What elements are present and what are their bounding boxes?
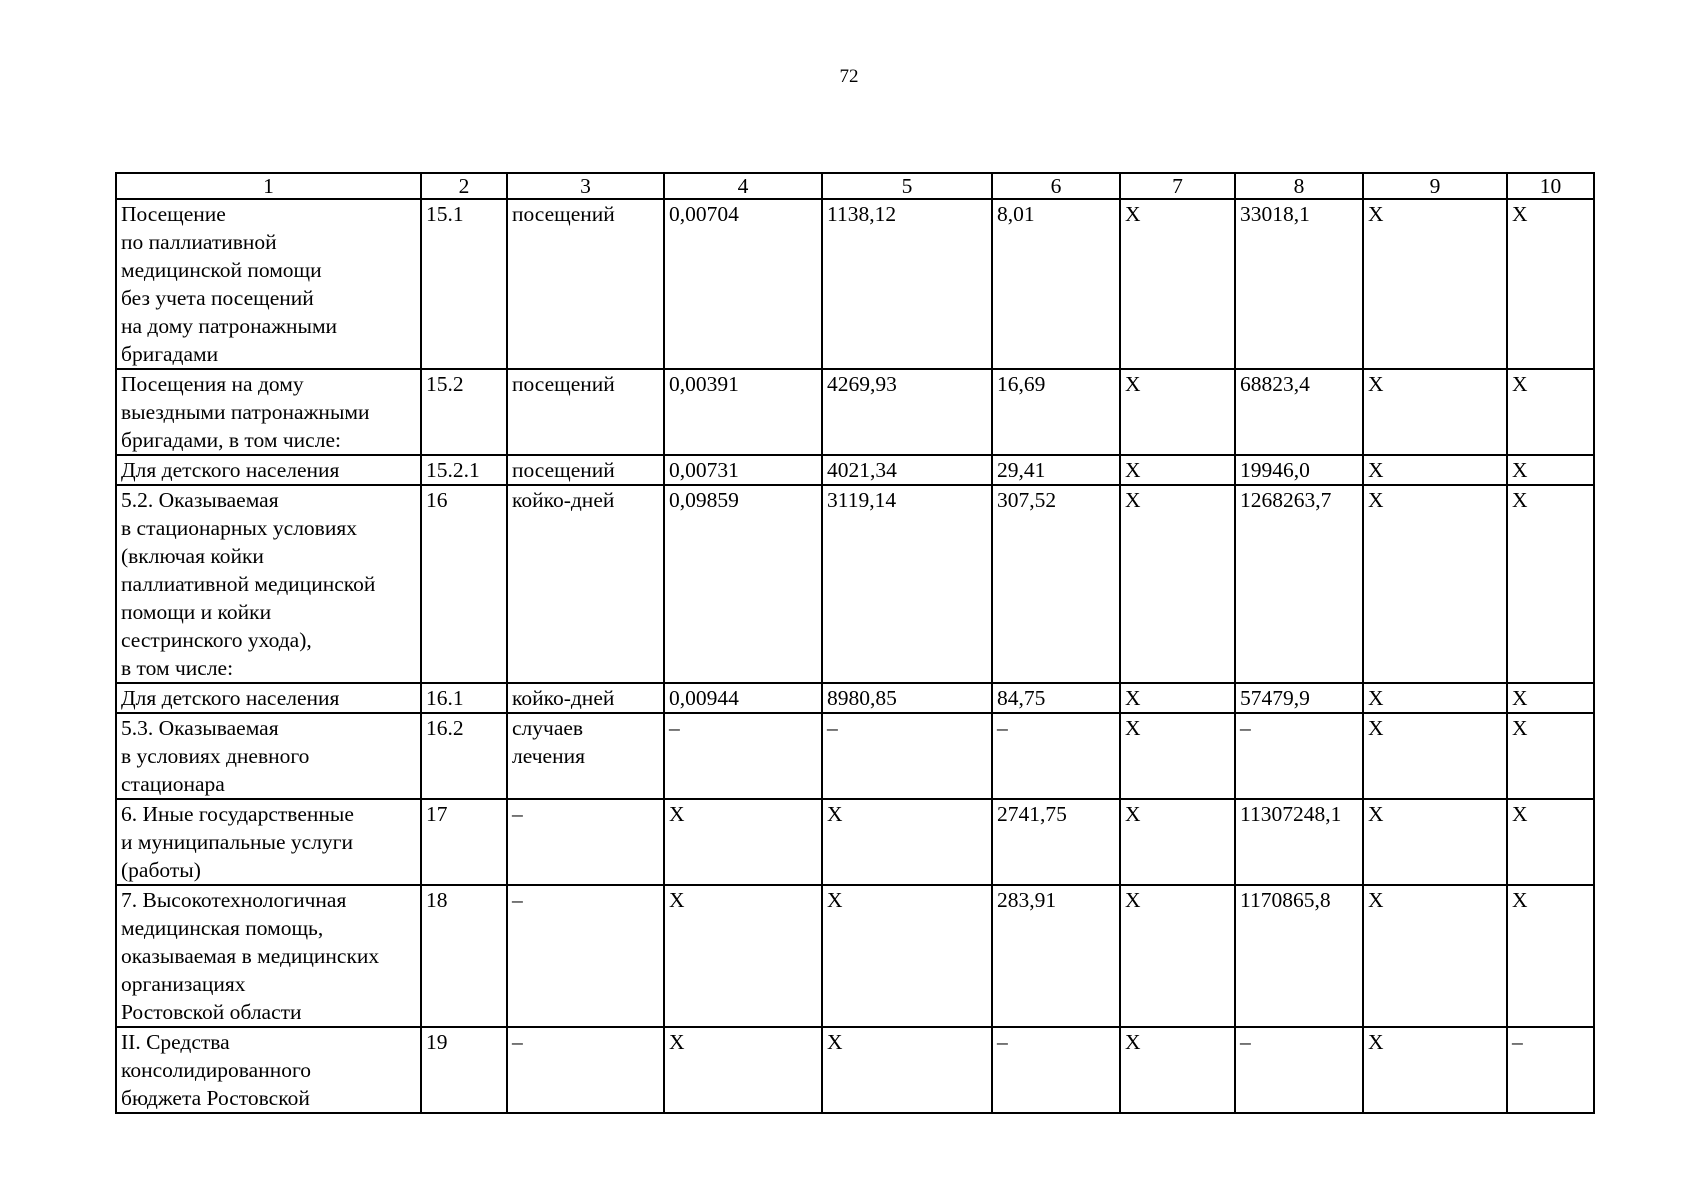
table-row bbox=[116, 713, 1594, 799]
table-cell: 11307248,1 bbox=[1235, 799, 1363, 885]
table-cell: 8,01 bbox=[992, 199, 1120, 369]
table-cell: 68823,4 bbox=[1235, 369, 1363, 455]
table-cell: X bbox=[1363, 885, 1507, 1027]
table-row bbox=[116, 885, 1594, 1027]
table-cell: случаев лечения bbox=[507, 713, 664, 799]
row-label: II. Средства консолидированного бюджета Ростовской bbox=[116, 1027, 421, 1113]
column-header: 6 bbox=[992, 173, 1120, 199]
table-cell: X bbox=[1507, 455, 1594, 485]
column-header: 2 bbox=[421, 173, 507, 199]
table-row bbox=[116, 799, 1594, 885]
table-cell: 1268263,7 bbox=[1235, 485, 1363, 683]
table-cell: 1170865,8 bbox=[1235, 885, 1363, 1027]
table-cell: X bbox=[1120, 713, 1235, 799]
table-cell: 33018,1 bbox=[1235, 199, 1363, 369]
header-row bbox=[116, 173, 1594, 199]
table-cell: посещений bbox=[507, 369, 664, 455]
table-cell: койко-дней bbox=[507, 683, 664, 713]
table-cell: X bbox=[1120, 369, 1235, 455]
table-cell: 0,00391 bbox=[664, 369, 822, 455]
table-cell: 2741,75 bbox=[992, 799, 1120, 885]
table-cell: 8980,85 bbox=[822, 683, 992, 713]
table-cell: X bbox=[664, 1027, 822, 1113]
table-cell: X bbox=[1120, 885, 1235, 1027]
table-cell: X bbox=[1120, 455, 1235, 485]
row-label: 6. Иные государственные и муниципальные услуги (работы) bbox=[116, 799, 421, 885]
table-cell: койко-дней bbox=[507, 485, 664, 683]
table-cell: – bbox=[1235, 1027, 1363, 1113]
table-cell: X bbox=[664, 799, 822, 885]
table-cell: посещений bbox=[507, 199, 664, 369]
page-number: 72 bbox=[839, 66, 859, 87]
table-cell: 0,00704 bbox=[664, 199, 822, 369]
table-cell: X bbox=[1120, 683, 1235, 713]
table-cell: X bbox=[822, 799, 992, 885]
table-cell: X bbox=[1363, 1027, 1507, 1113]
table-cell: 0,00944 bbox=[664, 683, 822, 713]
table-cell: 1138,12 bbox=[822, 199, 992, 369]
table-cell: 3119,14 bbox=[822, 485, 992, 683]
table-row bbox=[116, 455, 1594, 485]
table-cell: 19 bbox=[421, 1027, 507, 1113]
table-cell: X bbox=[1120, 1027, 1235, 1113]
table-cell: 307,52 bbox=[992, 485, 1120, 683]
table-cell: – bbox=[507, 799, 664, 885]
table-cell: – bbox=[507, 1027, 664, 1113]
table-cell: X bbox=[1507, 885, 1594, 1027]
table-cell: 29,41 bbox=[992, 455, 1120, 485]
column-header: 4 bbox=[664, 173, 822, 199]
data-table bbox=[115, 172, 1595, 1114]
table-cell: 15.1 bbox=[421, 199, 507, 369]
table-cell: – bbox=[822, 713, 992, 799]
table-cell: 15.2.1 bbox=[421, 455, 507, 485]
table-cell: 19946,0 bbox=[1235, 455, 1363, 485]
table-cell: 0,09859 bbox=[664, 485, 822, 683]
table-cell: X bbox=[1507, 369, 1594, 455]
table-cell: – bbox=[1507, 1027, 1594, 1113]
table-cell: X bbox=[822, 885, 992, 1027]
table-cell: 18 bbox=[421, 885, 507, 1027]
table-cell: 57479,9 bbox=[1235, 683, 1363, 713]
table-cell: 4269,93 bbox=[822, 369, 992, 455]
row-label: 7. Высокотехнологичная медицинская помощь, оказываемая в медицинских организациях Ростовской области bbox=[116, 885, 421, 1027]
table-row bbox=[116, 1027, 1594, 1113]
table-row bbox=[116, 683, 1594, 713]
table-cell: X bbox=[1507, 199, 1594, 369]
table-cell: 17 bbox=[421, 799, 507, 885]
table-cell: X bbox=[1507, 683, 1594, 713]
table-cell: X bbox=[1120, 199, 1235, 369]
table-cell: X bbox=[664, 885, 822, 1027]
table-row bbox=[116, 369, 1594, 455]
column-header: 10 bbox=[1507, 173, 1594, 199]
table-row bbox=[116, 199, 1594, 369]
table-cell: – bbox=[992, 713, 1120, 799]
table-cell: X bbox=[1507, 713, 1594, 799]
row-label: Для детского населения bbox=[116, 455, 421, 485]
table-cell: X bbox=[1507, 799, 1594, 885]
row-label: 5.3. Оказываемая в условиях дневного стационара bbox=[116, 713, 421, 799]
column-header: 8 bbox=[1235, 173, 1363, 199]
column-header: 1 bbox=[116, 173, 421, 199]
table-cell: X bbox=[1363, 455, 1507, 485]
column-header: 5 bbox=[822, 173, 992, 199]
table-cell: 0,00731 bbox=[664, 455, 822, 485]
table-cell: 16,69 bbox=[992, 369, 1120, 455]
table-cell: X bbox=[1120, 485, 1235, 683]
table-cell: 15.2 bbox=[421, 369, 507, 455]
table-cell: 84,75 bbox=[992, 683, 1120, 713]
column-header: 9 bbox=[1363, 173, 1507, 199]
table-cell: X bbox=[1363, 713, 1507, 799]
table-cell: X bbox=[822, 1027, 992, 1113]
table-cell: X bbox=[1363, 369, 1507, 455]
table-cell: X bbox=[1120, 799, 1235, 885]
table-cell: 4021,34 bbox=[822, 455, 992, 485]
column-header: 7 bbox=[1120, 173, 1235, 199]
table-cell: – bbox=[1235, 713, 1363, 799]
column-header: 3 bbox=[507, 173, 664, 199]
row-label: Посещение по паллиативной медицинской помощи без учета посещений на дому патронажными бригадами bbox=[116, 199, 421, 369]
table-cell: 16.2 bbox=[421, 713, 507, 799]
row-label: Для детского населения bbox=[116, 683, 421, 713]
table-cell: посещений bbox=[507, 455, 664, 485]
table-cell: X bbox=[1507, 485, 1594, 683]
row-label: 5.2. Оказываемая в стационарных условиях (включая койки паллиативной медицинской помощи и койки сестринского ухода), в том числе: bbox=[116, 485, 421, 683]
table-cell: X bbox=[1363, 683, 1507, 713]
table-cell: – bbox=[507, 885, 664, 1027]
table-cell: X bbox=[1363, 199, 1507, 369]
table-cell: – bbox=[992, 1027, 1120, 1113]
table-cell: X bbox=[1363, 799, 1507, 885]
table-cell: – bbox=[664, 713, 822, 799]
table-cell: 16 bbox=[421, 485, 507, 683]
table-cell: 16.1 bbox=[421, 683, 507, 713]
table-cell: 283,91 bbox=[992, 885, 1120, 1027]
table-cell: X bbox=[1363, 485, 1507, 683]
row-label: Посещения на дому выездными патронажными бригадами, в том числе: bbox=[116, 369, 421, 455]
table-row bbox=[116, 485, 1594, 683]
